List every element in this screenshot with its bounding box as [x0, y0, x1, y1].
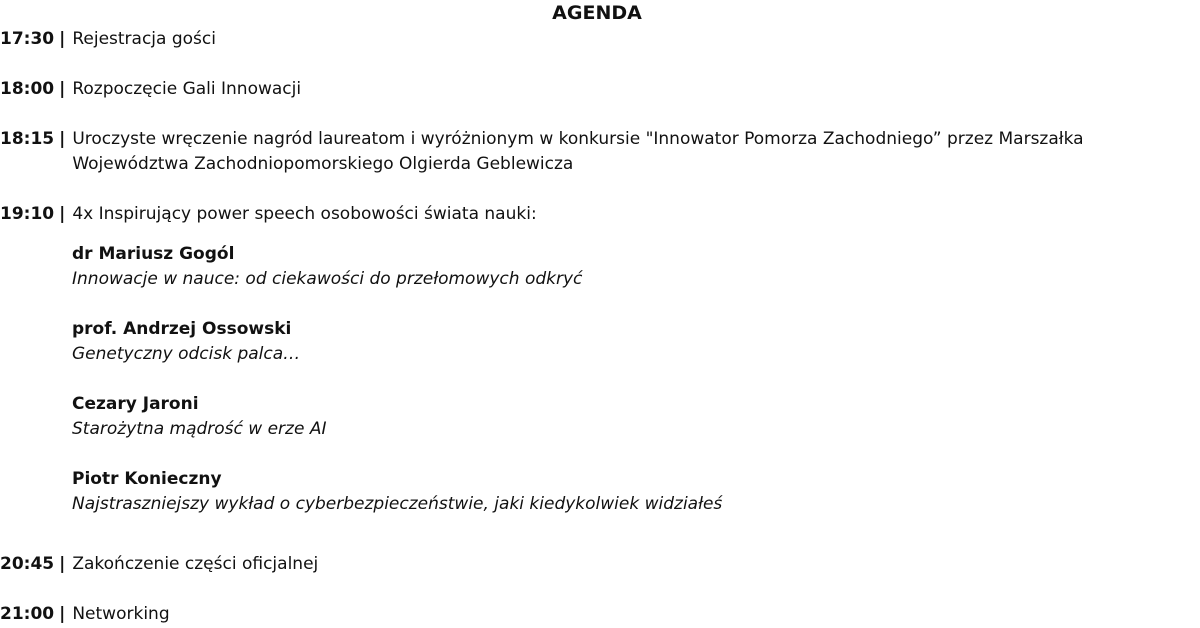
agenda-time: 17:30 [0, 29, 55, 49]
agenda-item [0, 602, 1195, 627]
agenda-item [0, 552, 1195, 577]
agenda-description: Uroczyste wręczenie nagród laureatom i wyróżnionym w konkursie "Innowator Pomorza Zachodniego” przez Marszałka Województwa Zachodniopomorskiego Olgierda Geblewicza [72, 129, 1084, 174]
speaker-entry [72, 317, 1172, 367]
speaker-entry [72, 242, 1172, 292]
speaker-name: prof. Andrzej Ossowski [72, 319, 292, 339]
talk-title: Najstraszniejszy wykład o cyberbezpieczeństwie, jaki kiedykolwiek widziałeś [72, 494, 723, 514]
speaker-entry [72, 392, 1172, 442]
speaker-name: dr Mariusz Gogól [72, 244, 235, 264]
agenda-description: Rejestracja gości [72, 29, 216, 49]
agenda-description: Zakończenie części oficjalnej [72, 554, 319, 574]
speaker-name: Piotr Konieczny [72, 469, 222, 489]
agenda-item [0, 77, 1195, 102]
agenda-time: 21:00 [0, 604, 55, 624]
agenda-item [0, 127, 1195, 177]
speaker-name: Cezary Jaroni [72, 394, 199, 414]
agenda-time: 20:45 [0, 554, 55, 574]
agenda-separator: | [59, 79, 66, 99]
agenda-time: 18:15 [0, 129, 55, 149]
agenda-separator: | [59, 129, 66, 149]
agenda-item [0, 27, 1195, 52]
agenda-separator: | [59, 604, 66, 624]
agenda-time: 19:10 [0, 204, 55, 224]
agenda-separator: | [59, 204, 66, 224]
talk-title: Genetyczny odcisk palca… [72, 344, 301, 364]
agenda-separator: | [59, 554, 66, 574]
agenda-title: AGENDA [552, 2, 642, 24]
agenda-item [0, 202, 1195, 227]
talk-title: Starożytna mądrość w erze AI [72, 419, 327, 439]
agenda-description: 4x Inspirujący power speech osobowości świata nauki: [72, 204, 537, 224]
talk-title: Innowacje w nauce: od ciekawości do przełomowych odkryć [72, 269, 583, 289]
agenda-separator: | [59, 29, 66, 49]
agenda-description: Networking [72, 604, 170, 624]
speaker-entry [72, 467, 1172, 517]
agenda-time: 18:00 [0, 79, 55, 99]
agenda-description: Rozpoczęcie Gali Innowacji [72, 79, 302, 99]
